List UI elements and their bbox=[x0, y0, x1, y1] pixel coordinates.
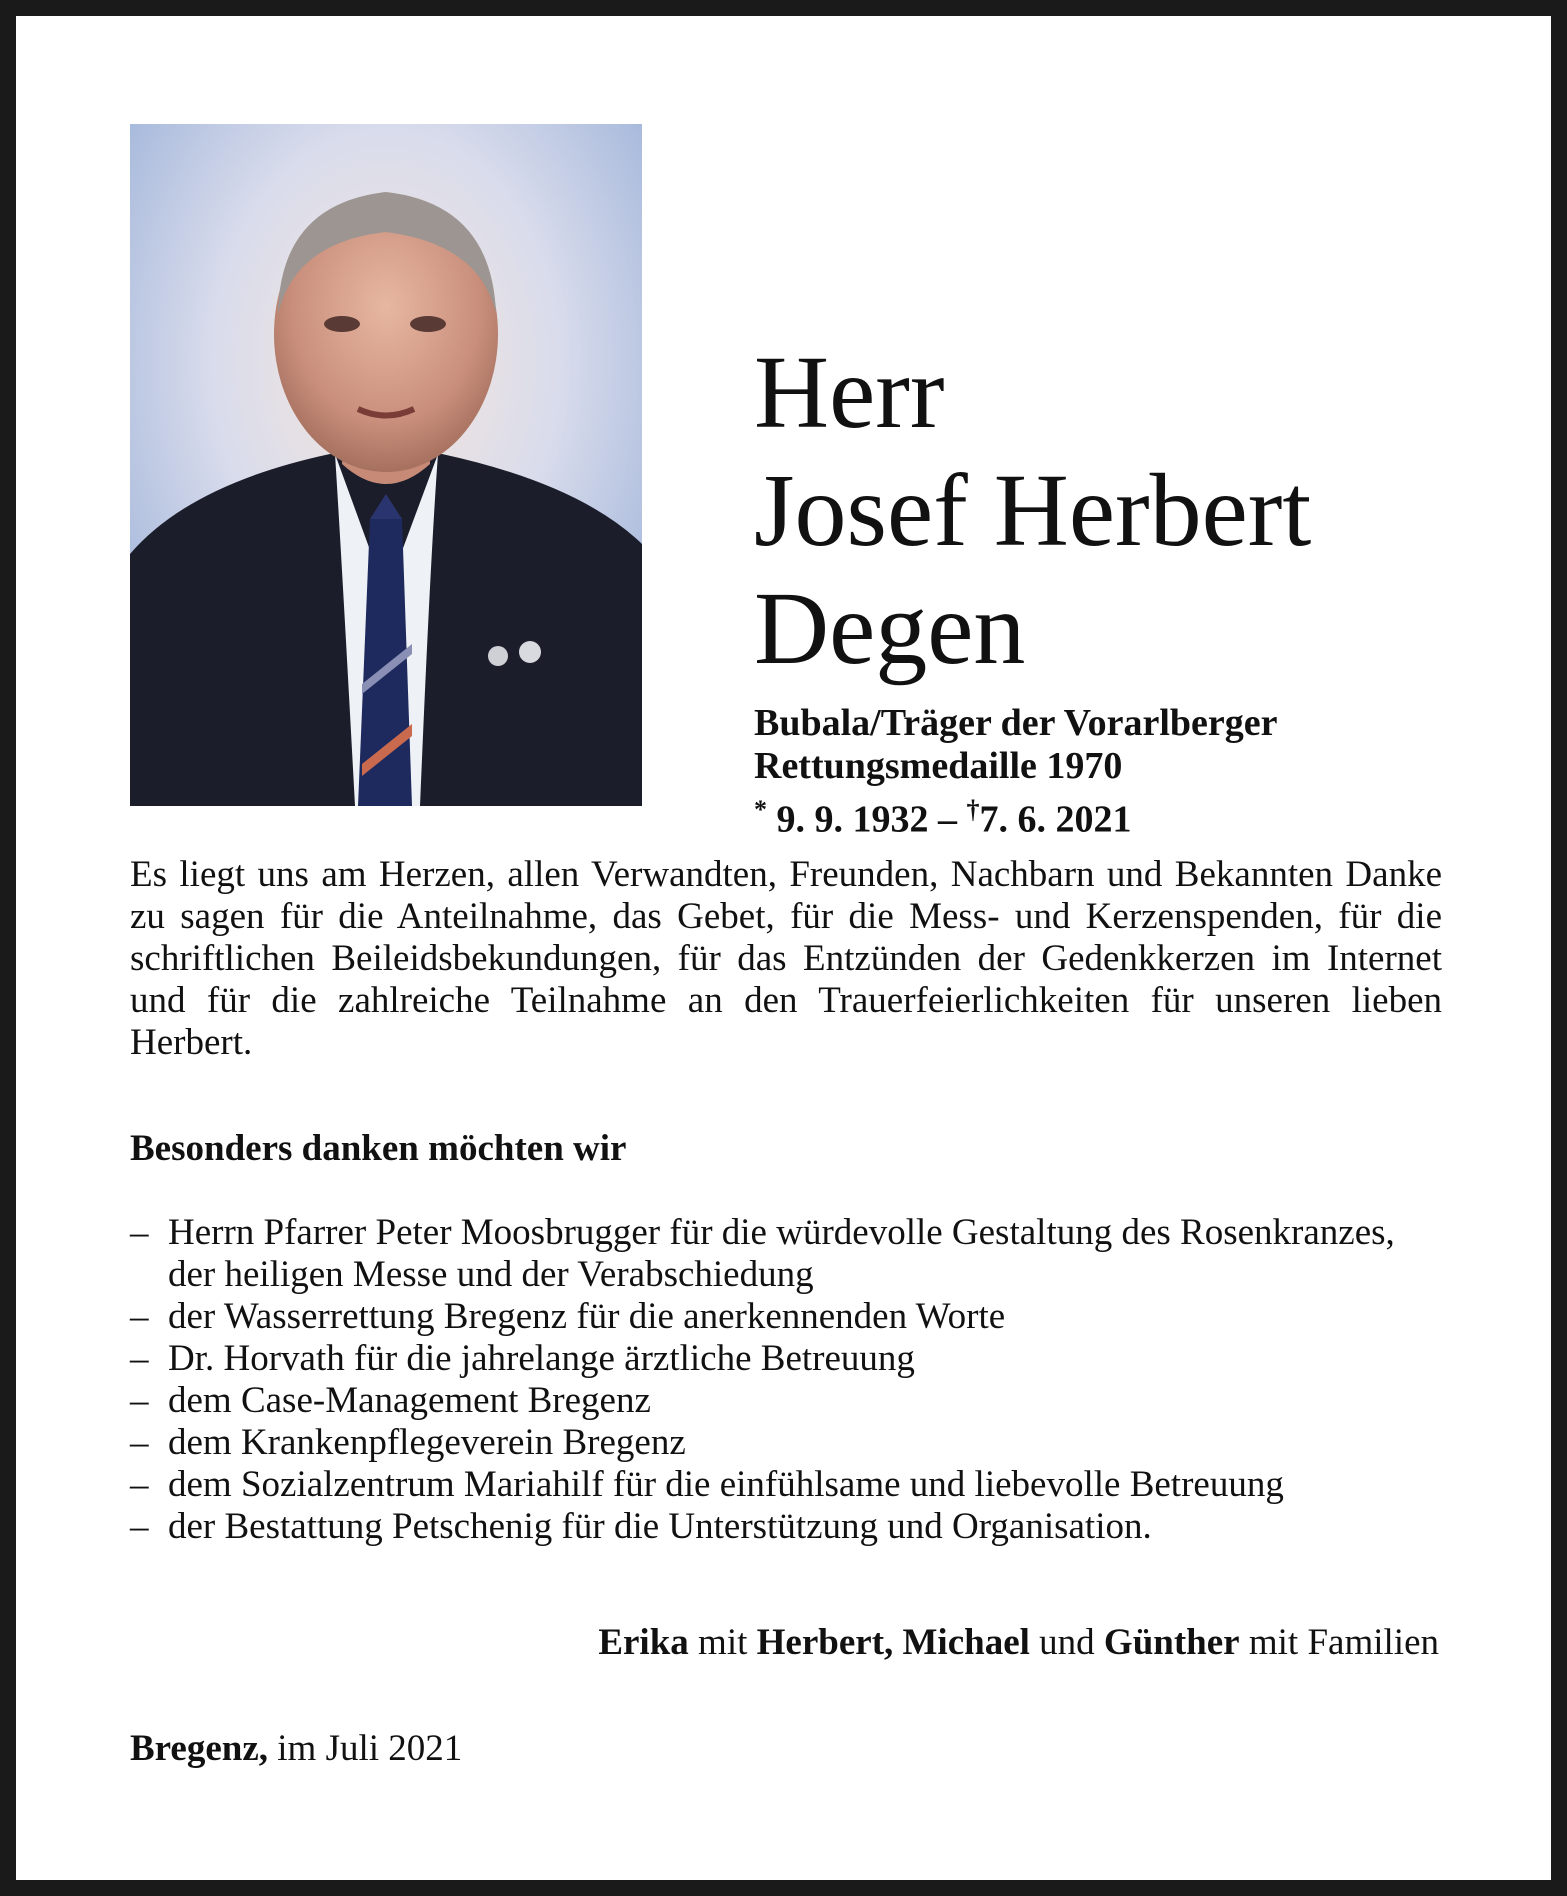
obituary-page bbox=[16, 16, 1551, 1880]
date: im Juli 2021 bbox=[277, 1728, 463, 1769]
subtitle-line-2: Rettungsmedaille 1970 bbox=[754, 745, 1123, 787]
list-item-text: dem Krankenpflegeverein Bregenz bbox=[168, 1422, 686, 1463]
signature-word-und: und bbox=[1039, 1622, 1095, 1663]
birth-date: 9. 9. 1932 bbox=[776, 798, 929, 841]
death-date: 7. 6. 2021 bbox=[979, 798, 1132, 841]
list-dash: – bbox=[130, 1380, 149, 1421]
list-dash: – bbox=[130, 1506, 149, 1547]
death-symbol: † bbox=[966, 795, 980, 824]
list-dash: – bbox=[130, 1296, 149, 1337]
list-item bbox=[130, 1506, 1450, 1548]
list-dash: – bbox=[130, 1464, 149, 1505]
place: Bregenz, bbox=[130, 1728, 269, 1769]
list-item-text: dem Case-Management Bregenz bbox=[168, 1380, 651, 1421]
list-item-text: der Bestattung Petschenig für die Unterstützung und Organisation. bbox=[168, 1506, 1152, 1547]
subtitle bbox=[754, 702, 1534, 842]
list-dash: – bbox=[130, 1212, 149, 1253]
list-item-text: Herrn Pfarrer Peter Moosbrugger für die würdevolle Gestaltung des Rosenkranzes, der heiligen Messe und der Verabschiedung bbox=[168, 1212, 1395, 1295]
salutation: Herr bbox=[754, 335, 945, 450]
deceased-heading bbox=[754, 334, 1534, 842]
signer-name-1: Erika bbox=[598, 1622, 689, 1663]
signature-families: mit Familien bbox=[1248, 1622, 1439, 1663]
subtitle-line-1: Bubala/Träger der Vorarlberger bbox=[754, 702, 1278, 744]
signer-names-2: Herbert, Michael bbox=[756, 1622, 1030, 1663]
list-item bbox=[130, 1296, 1450, 1338]
list-item-text: dem Sozialzentrum Mariahilf für die einfühlsame und liebevolle Betreuung bbox=[168, 1464, 1284, 1505]
portrait-image bbox=[130, 124, 642, 806]
birth-symbol: * bbox=[754, 795, 767, 824]
thanks-title: Besonders danken möchten wir bbox=[130, 1128, 627, 1169]
list-item bbox=[130, 1464, 1450, 1506]
list-dash: – bbox=[130, 1422, 149, 1463]
list-item bbox=[130, 1422, 1450, 1464]
place-date bbox=[130, 1728, 462, 1770]
signer-name-3: Günther bbox=[1103, 1622, 1240, 1663]
list-item bbox=[130, 1338, 1450, 1380]
intro-paragraph: Es liegt uns am Herzen, allen Verwandten, Freunden, Nachbarn und Bekannten Danke zu sagen für die Anteilnahme, das Gebet, für die Mess- und Kerzenspenden, für die schriftlichen Beileidsbekundungen, für das Entzünden der Gedenkkerzen im Internet und für die zahlreiche Teilnahme an den Trauerfeierlichkeiten für unseren lieben Herbert. bbox=[130, 854, 1442, 1063]
list-item-text: der Wasserrettung Bregenz für die anerkennenden Worte bbox=[168, 1296, 1006, 1337]
signature-word-mit: mit bbox=[698, 1622, 748, 1663]
given-names: Josef Herbert bbox=[754, 453, 1312, 568]
list-item bbox=[130, 1380, 1450, 1422]
portrait-photo bbox=[130, 124, 642, 806]
list-item bbox=[130, 1212, 1450, 1296]
thanks-list bbox=[130, 1212, 1450, 1548]
life-dates bbox=[754, 788, 1534, 842]
date-separator: – bbox=[938, 798, 957, 841]
list-dash: – bbox=[130, 1338, 149, 1379]
signature-line bbox=[598, 1622, 1439, 1664]
surname: Degen bbox=[754, 571, 1026, 686]
list-item-text: Dr. Horvath für die jahrelange ärztliche Betreuung bbox=[168, 1338, 915, 1379]
